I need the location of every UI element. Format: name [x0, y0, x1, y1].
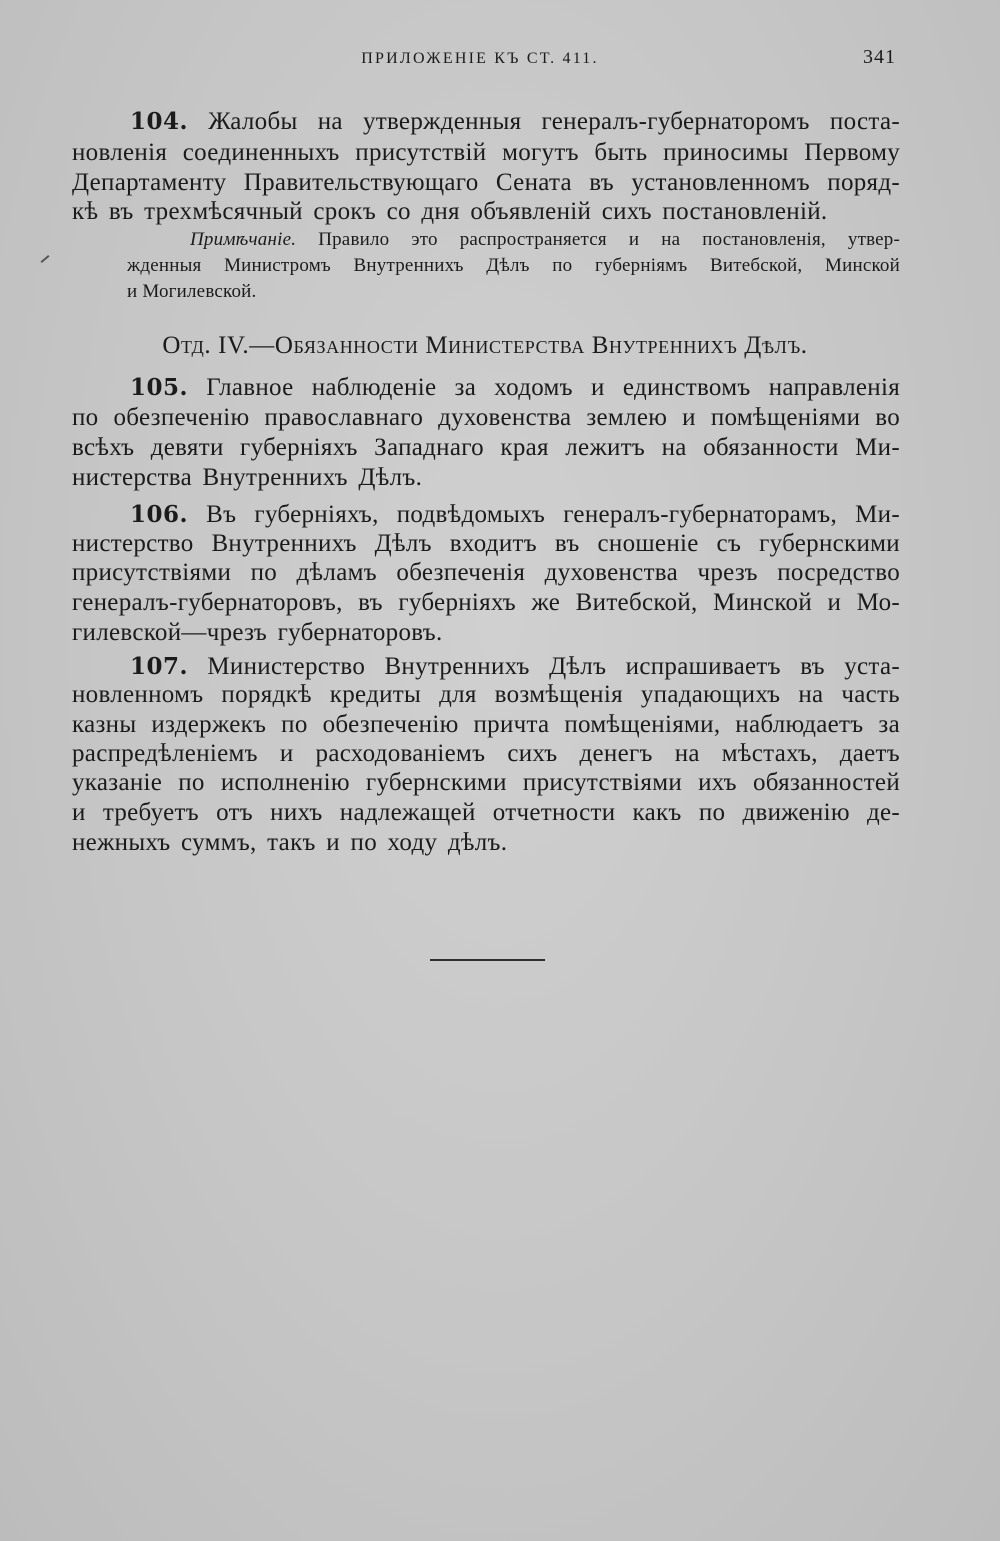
article-105-line-4: нистерства Внутреннихъ Дѣлъ. [72, 464, 423, 491]
article-107-line-4: распредѣленіемъ и расходованіемъ сихъ денегъ на мѣстахъ, даетъ [72, 740, 900, 767]
article-number: 107. [130, 653, 189, 680]
end-rule [430, 959, 545, 961]
article-text: Въ губерніяхъ, подвѣдомыхъ генералъ-губернаторамъ, Ми- [206, 501, 900, 528]
article-106-line-3: присутствіями по дѣламъ обезпеченія духовенства чрезъ посредство [72, 559, 900, 586]
page-number: 341 [863, 46, 896, 68]
article-107-line-6: и требуетъ отъ нихъ надлежащей отчетности какъ по движенію де- [72, 799, 900, 826]
margin-mark [41, 255, 50, 263]
article-104-line-3: Департаменту Правительствующаго Сената въ установленномъ поряд- [72, 169, 900, 196]
article-number: 106. [130, 501, 189, 528]
note-line-3: и Могилевской. [127, 281, 257, 302]
article-106-line-2: нистерство Внутреннихъ Дѣлъ входитъ въ сношеніе съ губернскими [72, 530, 900, 557]
article-106-line-4: генералъ-губернаторовъ, въ губерніяхъ же Витебской, Минской и Мо- [72, 589, 900, 616]
article-107-line-1 [130, 652, 900, 682]
article-104-line-2: новленія соединенныхъ присутствій могутъ быть приносимы Первому [72, 139, 900, 166]
section-heading: Отд. IV.—Обязанности Министерства Внутреннихъ Дѣлъ. [162, 332, 808, 359]
article-number: 104. [130, 108, 189, 135]
article-text: Главное наблюденіе за ходомъ и единствомъ направленія [206, 374, 900, 401]
article-text: Жалобы на утвержденныя генералъ-губернаторомъ поста- [208, 108, 900, 135]
running-title: ПРИЛОЖЕНІЕ КЪ СТ. 411. [361, 50, 599, 67]
note-text: Правило это распространяется и на постановленія, утвер- [318, 229, 900, 250]
article-106-line-1 [130, 500, 900, 530]
article-107-line-7: нежныхъ суммъ, такъ и по ходу дѣлъ. [72, 829, 508, 856]
article-number: 105. [130, 374, 189, 401]
note-line-2: жденныя Министромъ Внутреннихъ Дѣлъ по губерніямъ Витебской, Минской [127, 255, 900, 276]
article-105-line-2: по обезпеченію православнаго духовенства землею и помѣщеніями во [72, 404, 900, 431]
article-105-line-1 [130, 373, 900, 403]
article-text: Министерство Внутреннихъ Дѣлъ испрашиваетъ въ уста- [207, 653, 900, 680]
article-104-line-4: кѣ въ трехмѣсячный срокъ со дня объявленій сихъ постановленій. [72, 198, 828, 225]
article-106-line-5: гилевской—чрезъ губернаторовъ. [72, 619, 443, 646]
article-107-line-3: казны издержекъ по обезпеченію причта помѣщеніями, наблюдаетъ за [72, 711, 900, 738]
article-107-line-5: указаніе по исполненію губернскими присутствіями ихъ обязанностей [72, 769, 900, 796]
note-line-1 [190, 228, 900, 252]
article-107-line-2: новленномъ порядкѣ кредиты для возмѣщенія упадающихъ на часть [72, 681, 900, 708]
article-105-line-3: всѣхъ девяти губерніяхъ Западнаго края лежитъ на обязанности Ми- [72, 434, 900, 461]
article-104-line-1 [130, 107, 900, 137]
note-label: Примѣчаніе. [190, 229, 297, 250]
